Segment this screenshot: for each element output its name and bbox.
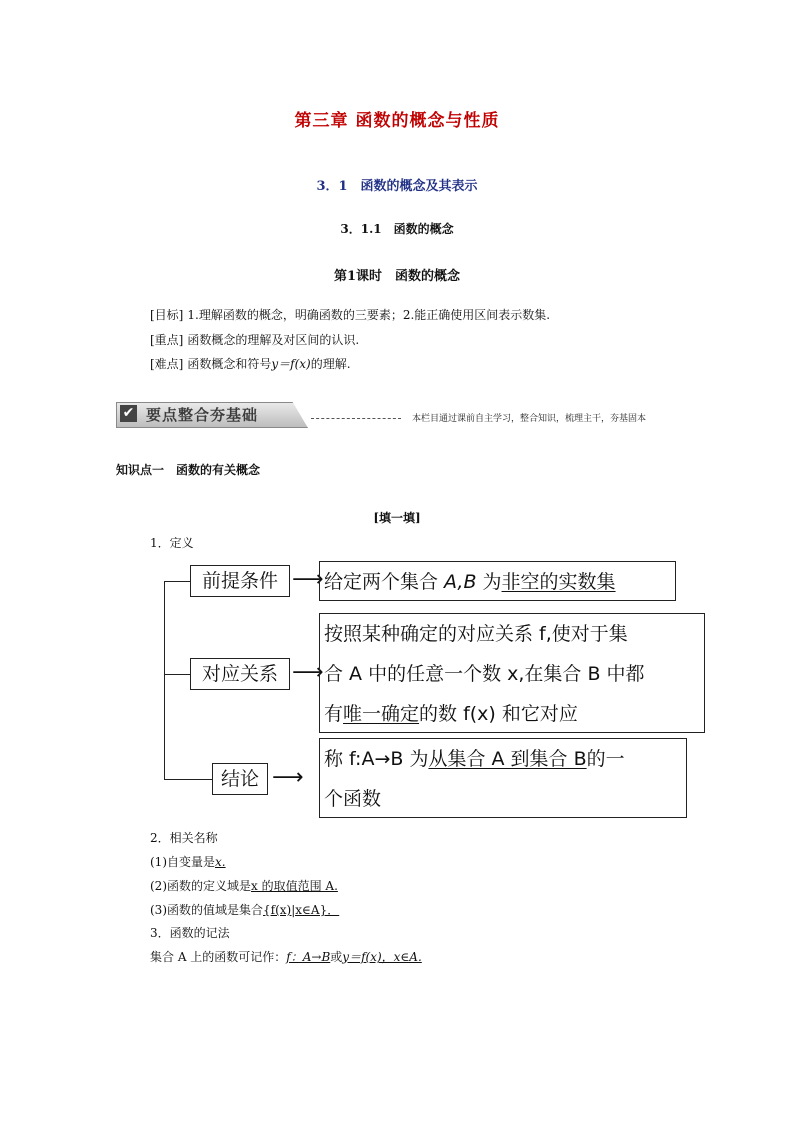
notation-heading: 3．函数的记法 [150,926,230,940]
arrow-right-icon: ⟶ [292,660,324,685]
conclusion-label: 结论 [212,763,268,795]
goal-text: 1.理解函数的概念，明确函数的三要素；2.能正确使用区间表示数集. [187,308,551,322]
key-text: 函数概念的理解及对区间的认识. [187,333,360,347]
arrow-right-icon: ⟶ [272,765,304,790]
difficulty-math: y＝f(x) [271,357,311,371]
banner-title: 要点整合夯基础 [146,406,259,424]
premise-text: 给定两个集合 [324,571,439,593]
names-heading: 2．相关名称 [150,831,218,845]
bracket-middle [164,674,191,675]
difficulty-tag: [难点] [150,357,184,371]
check-icon: ✔ [120,405,137,422]
knowledge-point-title: 知识点一 函数的有关概念 [116,463,261,477]
names-item-1: (1)自变量是x. [150,855,226,869]
premise-box [319,561,676,601]
section-banner [116,402,678,428]
key-line [150,332,359,348]
difficulty-text-b: 的理解. [310,357,351,371]
correspondence-label: 对应关系 [190,658,290,690]
names-item-3: (3)函数的值域是集合{f(x)|x∈A}． [150,903,340,917]
goal-line [150,307,550,323]
banner-note: 本栏目通过课前自主学习，整合知识，梳理主干，夯基固本 [412,414,647,424]
banner-divider [311,418,401,419]
bracket-vertical [164,581,165,779]
conclusion-box [319,738,687,818]
arrow-right-icon: ⟶ [292,567,324,592]
definition-heading: 1．定义 [150,536,194,550]
difficulty-text-a: 函数概念和符号 [187,357,272,371]
correspondence-line-3: 有唯一确定的数 f(x) 和它对应 [324,703,578,725]
names-item-2: (2)函数的定义域是x 的取值范围 A. [150,879,338,893]
key-tag: [重点] [150,333,184,347]
bracket-bottom [164,779,213,780]
subsection-title: 3．1.1 函数的概念 [340,222,454,236]
notation-line: 集合 A 上的函数可记作：f：A→B或y＝f(x)，x∈A. [150,950,422,964]
premise-text-mid: 为 [482,571,502,593]
conclusion-answer: 从集合 A 到集合 B [428,748,587,770]
goal-tag: [目标] [150,308,184,322]
correspondence-answer: 唯一确定 [343,703,420,725]
correspondence-line-2: 合 A 中的任意一个数 x,在集合 B 中都 [324,663,645,685]
premise-label: 前提条件 [190,565,290,597]
section-title: 3．1 函数的概念及其表示 [316,179,478,194]
premise-answer: 非空的实数集 [501,571,616,593]
lesson-title: 第1课时 函数的概念 [333,269,461,284]
conclusion-line-2: 个函数 [324,788,382,810]
correspondence-line-1: 按照某种确定的对应关系 f,使对于集 [324,623,628,645]
fill-label: [填一填] [373,511,421,525]
conclusion-line-1: 称 f:A→B 为从集合 A 到集合 B的一 [324,748,625,770]
chapter-title: 第三章 函数的概念与性质 [294,111,500,131]
bracket-top [164,581,191,582]
correspondence-box [319,613,705,733]
difficulty-line [150,356,351,372]
premise-math: A,B [438,571,483,593]
